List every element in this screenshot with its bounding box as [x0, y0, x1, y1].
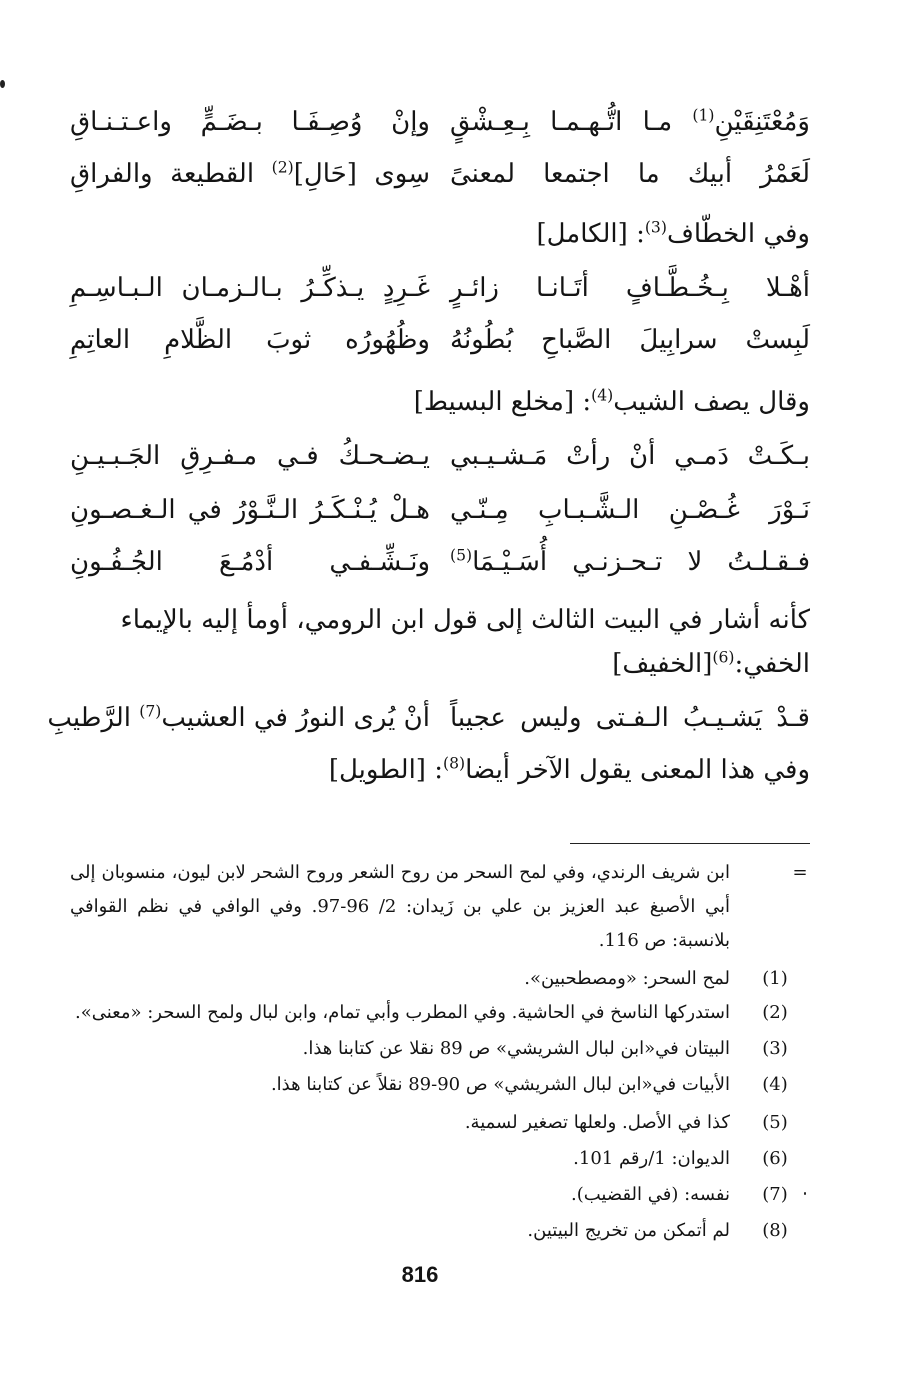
hemistich-text: الرَّطيبِ [47, 703, 140, 733]
footnote [70, 996, 810, 1030]
footnote-number: (4) [762, 1074, 788, 1095]
hemistich-text: فـقـلـتُ لا تـحـزنـي أُسَـيْـمَا [472, 547, 810, 577]
footnote-number: (8) [762, 1220, 788, 1241]
footnote-number: (6) [762, 1148, 788, 1169]
footnote-text: لمح السحر: «ومصطحبين». [524, 968, 730, 989]
section-intro [536, 210, 810, 258]
footnote [70, 962, 810, 996]
hemistich-second: ونَـشِّـفـي أدْمُـعَ الجُـفُـونِ [70, 547, 430, 577]
hemistich-first: نَـوْرَ غُـصْـنِ الـشَّـبـابِ مِـنّـي [450, 495, 810, 525]
footnote-ref: (6) [712, 648, 735, 667]
verse-line [70, 432, 810, 480]
hemistich-text: مـا اتُّـهـمـا بِـعِـشْقٍ [450, 107, 693, 137]
scan-speck [804, 1192, 806, 1195]
hemistich-first: لَعَمْرُ أبيك ما اجتمعا لمعنىً [450, 159, 810, 189]
scan-speck [0, 80, 5, 88]
footnote-ref: (7) [139, 702, 162, 721]
footnote-number: (5) [762, 1112, 788, 1133]
footnote-ref: (4) [591, 386, 614, 405]
verse-line [70, 98, 810, 146]
footnote-number: (3) [762, 1038, 788, 1059]
footnote-text: كذا في الأصل. ولعلها تصغير لسمية. [464, 1112, 730, 1133]
footnote-number: (1) [762, 968, 788, 989]
hemistich-second [70, 150, 430, 198]
hemistich-second: وظُهُورُه ثوبَ الظَّلامِ العاتِمِ [70, 325, 430, 355]
hemistich-text: أنْ يُرى النورُ في العشيب [161, 703, 430, 733]
hemistich-text: القطيعة والفراقِ [70, 159, 272, 189]
hemistich-second: هـلْ يُـنْـكَـرُ الـنَّـوْرُ في الـغـصـونِ [70, 495, 430, 525]
footnote-text: استدركها الناسخ في الحاشية. وفي المطرب وأبي تمام، وابن لبال ولمح السحر: «معنى». [75, 1002, 730, 1023]
hemistich-second: يـضـحـكُ فـي مـفـرِقِ الجَـبـيـنِ [70, 441, 430, 471]
section-intro [329, 746, 810, 794]
footnote [70, 1142, 810, 1176]
hemistich-second [47, 694, 430, 742]
meter-name: : [الكامل] [536, 219, 645, 249]
verse-line [70, 316, 810, 364]
footnote-text: نفسه: (في القضيب). [570, 1184, 730, 1205]
hemistich-first: لَبِستْ سرابِيلَ الصَّباحِ بُطُونُهُ [450, 325, 810, 355]
footnote-ref: (3) [644, 218, 667, 237]
hemistich-first: أهْـلا بِـخُـطَّـافٍ أتَـانـا زائـرٍ [450, 273, 810, 303]
footnote-ref: (2) [271, 158, 294, 177]
meter-name: : [مخلع البسيط] [413, 387, 592, 417]
continuation-mark: = [792, 862, 808, 883]
page-number: 816 [401, 1262, 439, 1287]
meter-name: : [الطويل] [328, 755, 443, 785]
commentary-continuation [70, 640, 810, 688]
footnote-number: (7) [762, 1184, 788, 1205]
footnote [70, 1106, 810, 1140]
intro-text: وفي هذا المعنى يقول الآخر أيضا [465, 755, 810, 785]
footnote-ref: (5) [450, 546, 473, 565]
footnote-ref: (1) [692, 106, 715, 125]
footnote-separator [570, 843, 810, 844]
footnote [70, 1178, 810, 1212]
hemistich-first: بـكَـتْ دَمـي أنْ رأتْ مَـشـيـبي [450, 441, 810, 471]
para-text: الخفي: [734, 649, 810, 679]
hemistich-first [450, 538, 810, 586]
footnote-ref: (8) [442, 754, 466, 773]
footnote-text: لم أتمكن من تخريج البيتين. [527, 1220, 730, 1241]
footnote-number: (2) [762, 1002, 788, 1023]
verse-line [70, 538, 810, 586]
commentary-paragraph: كأنه أشار في البيت الثالث إلى قول ابن الرومي، أومأ إليه بالإيماء [120, 605, 810, 635]
footnote [70, 1214, 810, 1248]
intro-text: وقال يصف الشيب [613, 387, 810, 417]
footnote-text: الأبيات في«ابن لبال الشريشي» ص 90-89 نقلاً عن كتابنا هذا. [270, 1074, 730, 1095]
footnote-text: ابن شريف الرندي، وفي لمح السحر من روح الشعر وروح الشحر لابن ليون، منسوبان إلى أبي الأصبغ عبد العزيز بن علي بن زَيدان: 2/ 96-97. وفي الوافي في نظم القوافي بلانسبة: ص 116. [70, 862, 730, 951]
hemistich-first [450, 98, 810, 146]
verse-line [70, 486, 810, 534]
hemistich-second: غَـرِدٍ يـذكِّـرُ بـالـزمـان الـبـاسِـمِ [70, 273, 430, 303]
hemistich-text: سِوى [حَالِ] [293, 159, 430, 189]
footnote-text: الديوان: 1/رقم 101. [573, 1148, 730, 1169]
footnote [70, 1068, 810, 1102]
intro-text: وفي الخطّاف [666, 219, 810, 249]
footnote [70, 1032, 810, 1066]
footnote-text: البيتان في«ابن لبال الشريشي» ص 89 نقلا عن كتابنا هذا. [302, 1038, 730, 1059]
meter-name: [الخفيف] [612, 649, 713, 679]
verse-line [70, 150, 810, 198]
hemistich-second: وإنْ وُصِـفَـا بـضَـمٍّ واعـتـنـاقِ [70, 107, 430, 137]
verse-line [47, 694, 810, 742]
verse-line [70, 264, 810, 312]
section-intro [414, 378, 810, 426]
hemistich-first: قـدْ يَشـيـبُ الـفـتى وليس عجيباً [450, 703, 810, 733]
hemistich-text: وَمُعْتَنِقَيْنِ [714, 107, 810, 137]
